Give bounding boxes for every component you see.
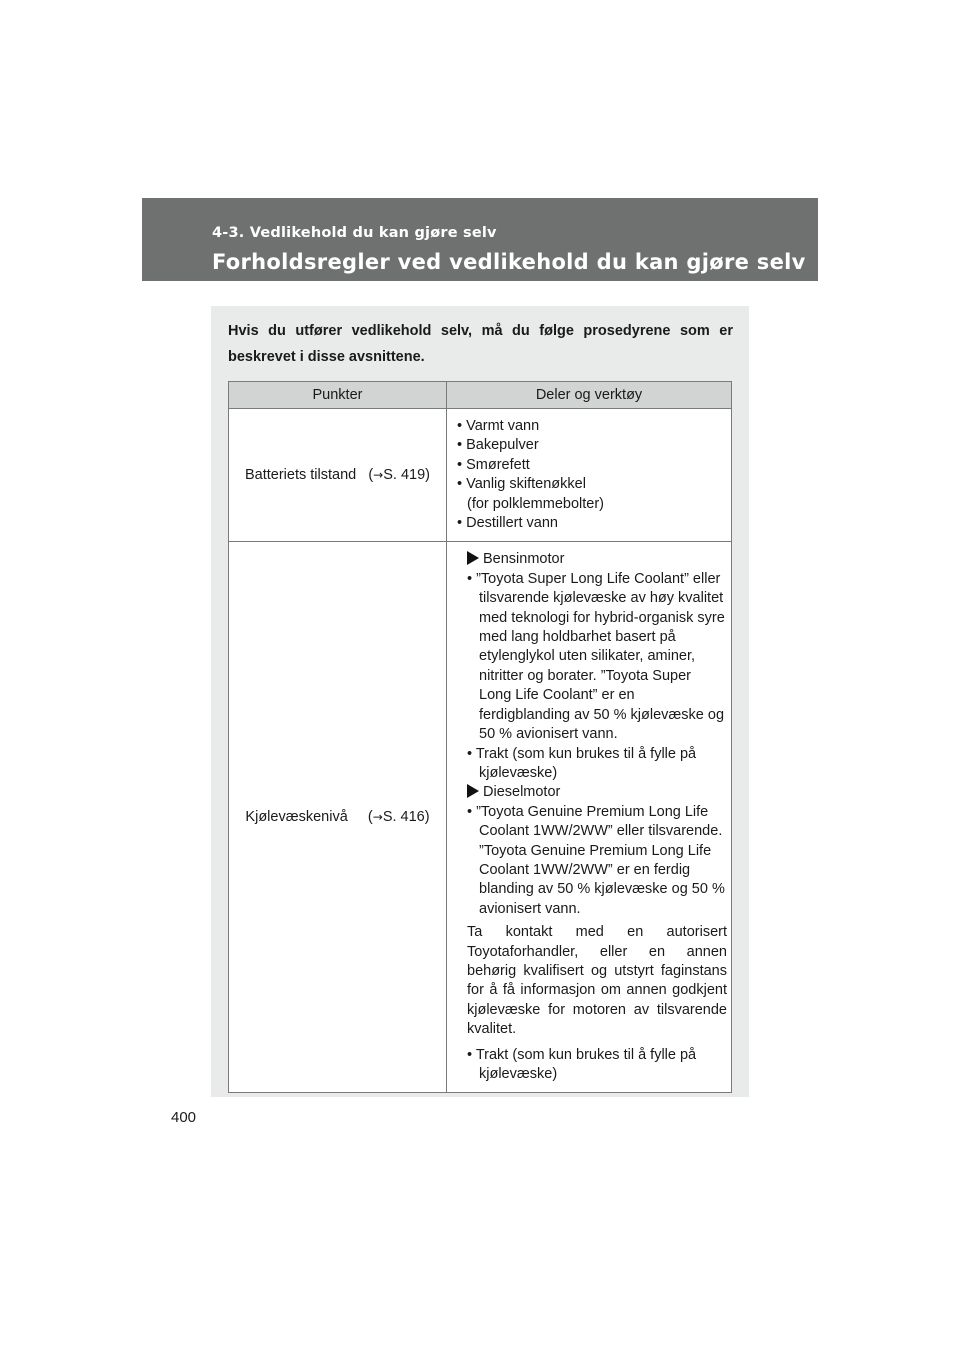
list-item: • ”Toyota Super Long Life Coolant” eller tilsvarende kjølevæske av høy kvalitet med teknologi for hybrid-organisk syre med lang holdbarhet basert på etylenglykol uten silikater, aminer, nitritter og borater. ”Toyota Super Long Life Coolant” er en ferdigblanding av 50 % kjølevæske og 50 % avionisert vann. bbox=[467, 570, 725, 743]
list-item: • Vanlig skiftenøkkel bbox=[457, 476, 586, 493]
list-item: • Smørefett bbox=[457, 456, 530, 473]
engine-heading-diesel: Dieselmotor bbox=[457, 783, 727, 802]
list-item: • Varmt vann bbox=[457, 418, 540, 434]
engine-heading-gasoline: Bensinmotor bbox=[457, 550, 727, 569]
content-panel bbox=[211, 306, 749, 1097]
table-row bbox=[229, 409, 732, 542]
list-item: • Trakt (som kun brukes til å fylle på kjølevæske) bbox=[467, 745, 697, 781]
chapter-header bbox=[142, 198, 818, 281]
column-header-tools: Deler og verktøy bbox=[447, 382, 732, 409]
list-item-note: (for polklemmebolter) bbox=[467, 495, 604, 512]
chapter-title: Forholdsregler ved vedlikehold du kan gjøre selv bbox=[212, 250, 806, 274]
page-reference: (→S. 416) bbox=[367, 809, 430, 826]
tools-cell bbox=[447, 542, 732, 1093]
item-label: Kjølevæskenivå bbox=[245, 809, 348, 826]
table-header-row bbox=[229, 382, 732, 409]
list-item: • Bakepulver bbox=[457, 437, 539, 454]
arrow-right-icon: → bbox=[373, 468, 384, 483]
triangle-right-icon bbox=[467, 784, 479, 798]
dealer-note: Ta kontakt med en autorisert Toyotaforhandler, eller en annen behørig kvalifisert og utstyrt faginstans for å få informasjon om annen godkjent kjølevæske for motoren av tilsvarende kvalitet. bbox=[467, 924, 727, 1038]
page-number: 400 bbox=[171, 1109, 197, 1126]
list-item: • Trakt (som kun brukes til å fylle på kjølevæske) bbox=[467, 1046, 697, 1082]
list-item: • Destillert vann bbox=[457, 515, 558, 532]
intro-text: Hvis du utfører vedlikehold selv, må du følge prosedyrene som er beskrevet i disse avsnittene. bbox=[228, 323, 733, 365]
section-label: 4-3. Vedlikehold du kan gjøre selv bbox=[212, 225, 497, 241]
list-item: • ”Toyota Genuine Premium Long Life Coolant 1WW/2WW” eller tilsvarende. ”Toyota Genuine Premium Long Life Coolant 1WW/2WW” er en ferdig blanding av 50 % kjølevæske og 50 % avionisert vann. bbox=[467, 803, 725, 917]
triangle-right-icon bbox=[467, 551, 479, 565]
arrow-right-icon: → bbox=[372, 810, 383, 825]
item-cell bbox=[229, 409, 447, 542]
item-cell bbox=[229, 542, 447, 1093]
table-row bbox=[229, 542, 732, 1093]
item-label: Batteriets tilstand bbox=[245, 467, 357, 484]
tools-cell bbox=[447, 409, 732, 542]
page-reference: (→S. 419) bbox=[368, 467, 430, 484]
tools-table bbox=[228, 381, 732, 1093]
column-header-items: Punkter bbox=[229, 382, 447, 409]
